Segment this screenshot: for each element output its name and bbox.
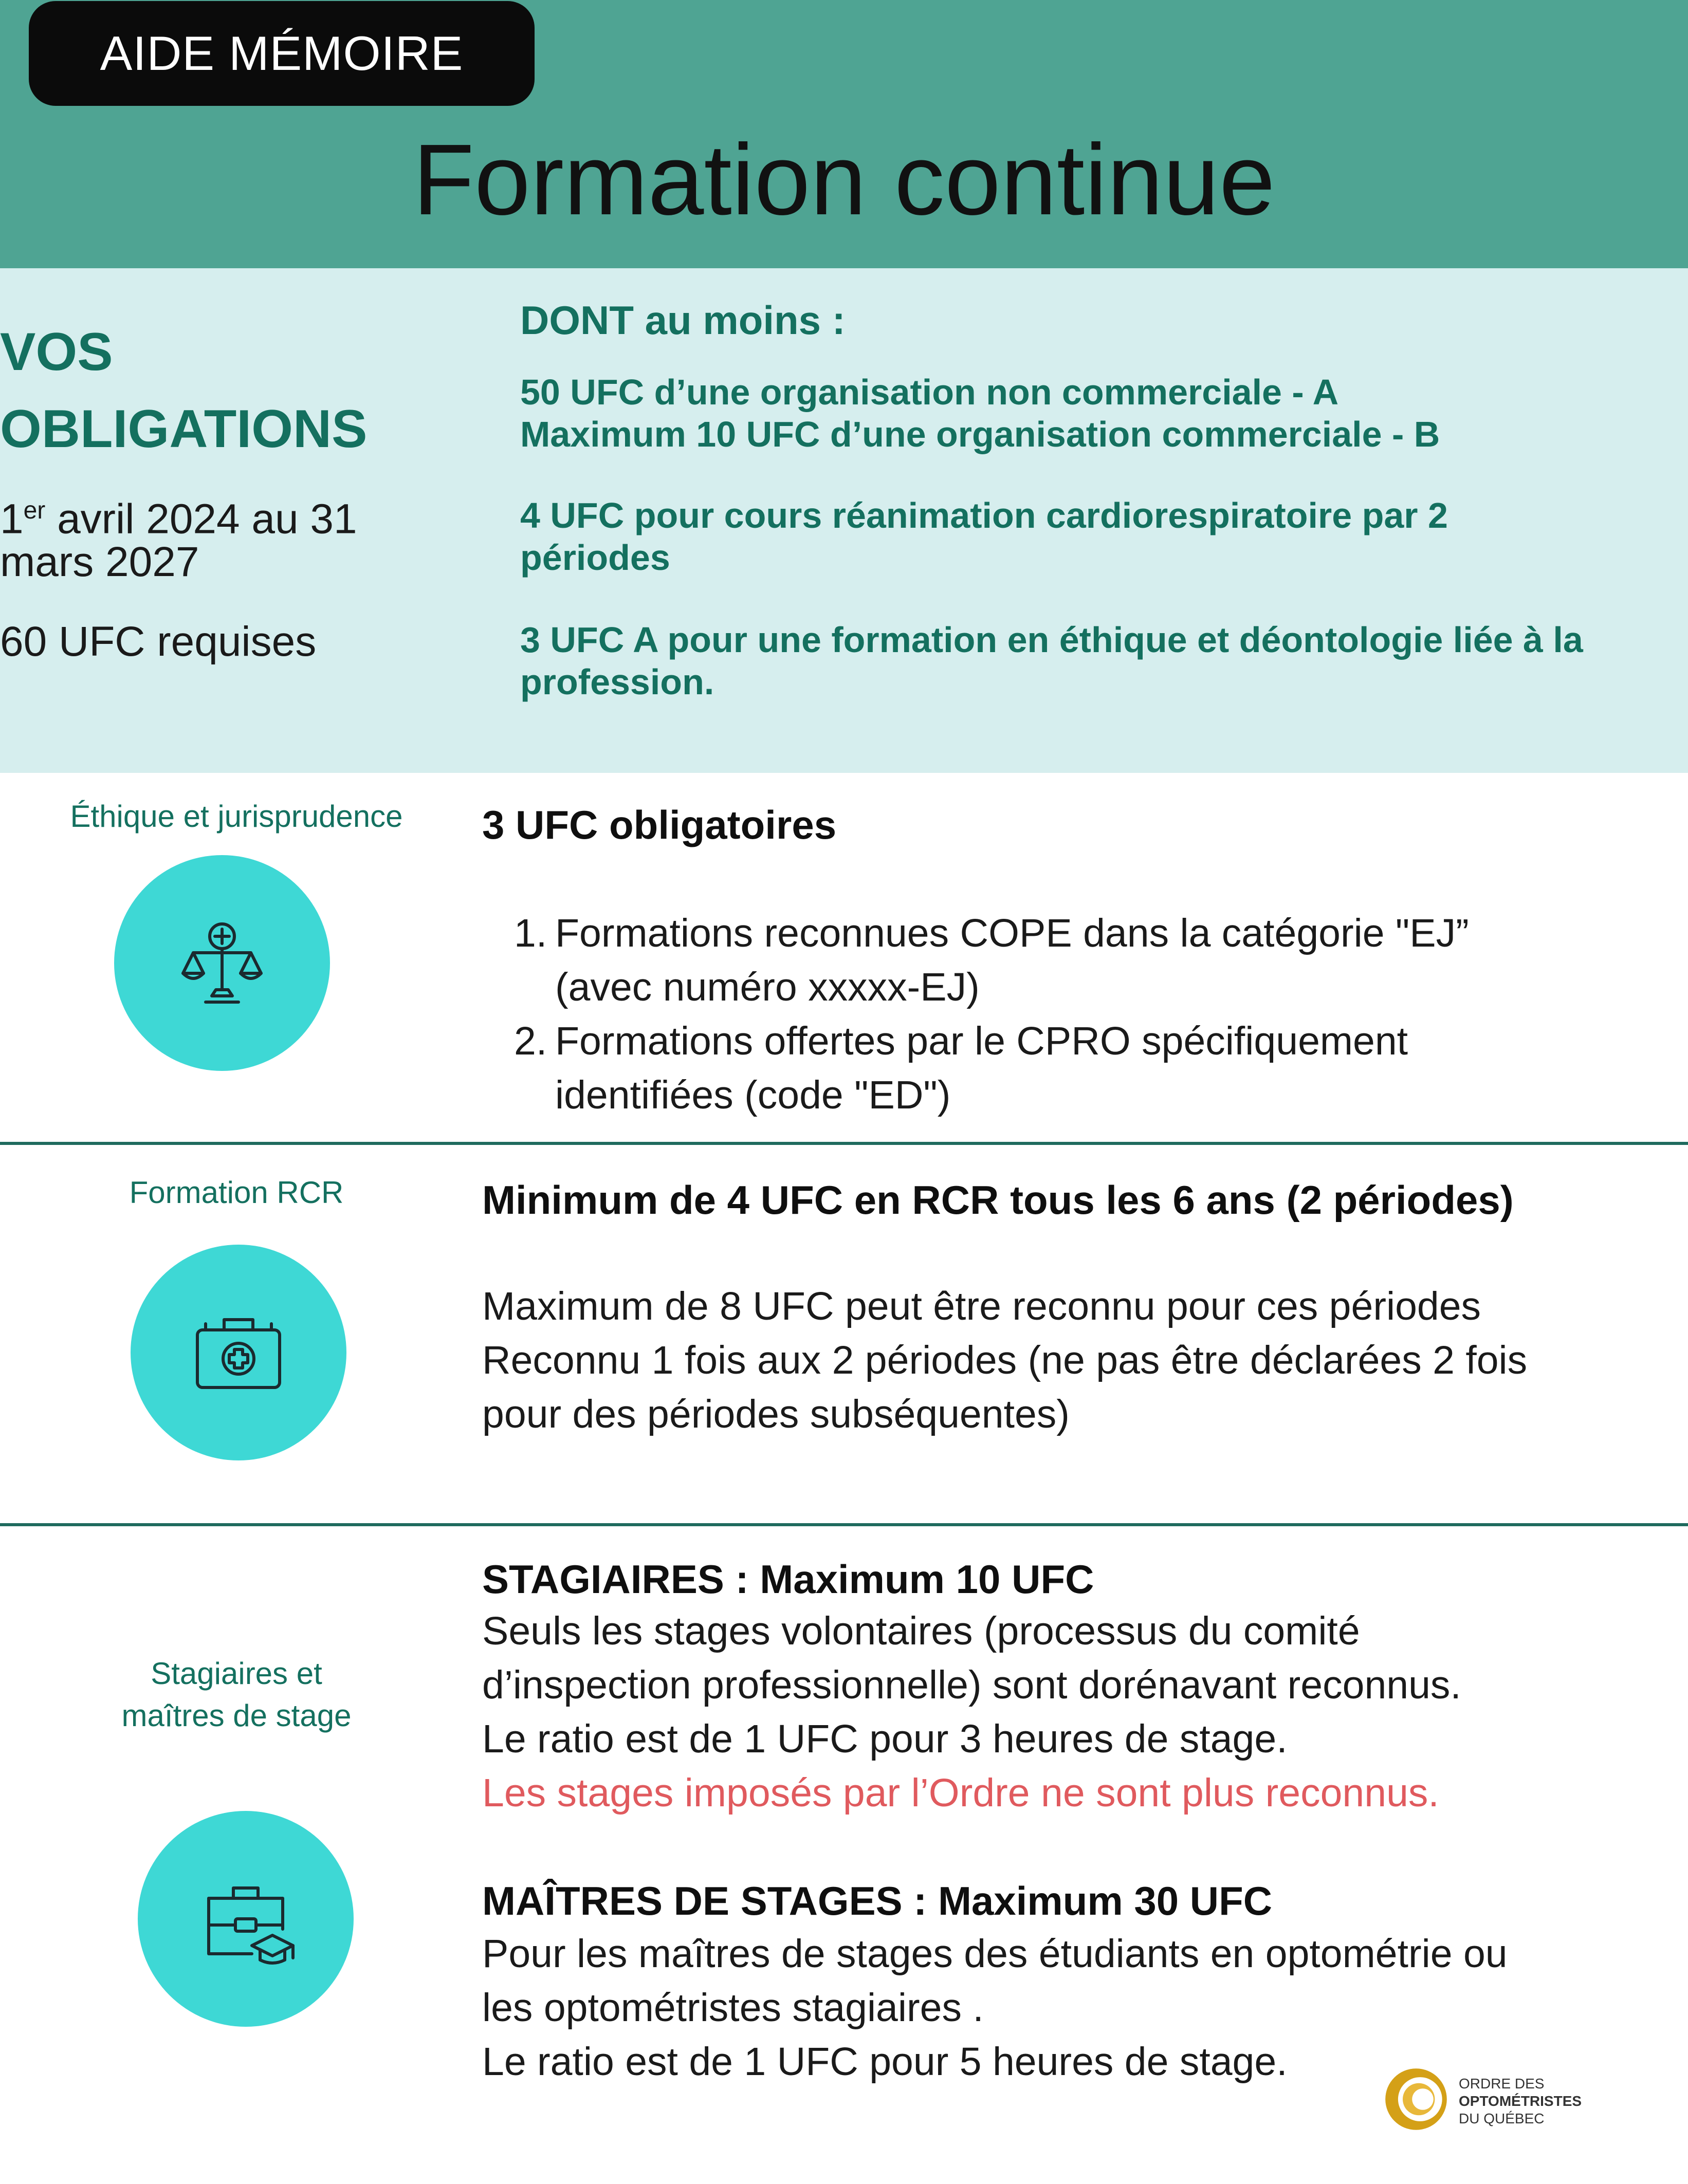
list-item-line2: (avec numéro xxxxx-EJ) [555,965,980,1009]
ethics-icon-circle [114,855,330,1071]
list-item-line2: identifiées (code "ED") [555,1073,951,1117]
list-number: 1. [514,911,547,955]
ethics-label: Éthique et jurisprudence [70,799,403,834]
rcr-body [482,1280,1664,1441]
rcr-line1: Maximum de 8 UFC peut être reconnu pour ces périodes [482,1284,1481,1328]
section-divider [0,1523,1688,1526]
ordre-optometristes-logo [1383,2061,1588,2138]
rcr-heading: Minimum de 4 UFC en RCR tous les 6 ans (2 périodes) [482,1177,1514,1223]
period-line1: avril 2024 au 31 [45,495,357,543]
logo-swirl-icon [1383,2066,1450,2133]
period-line2: mars 2027 [0,539,199,586]
stagiaires-line2: d’inspection professionnelle) sont dorénavant reconnus. [482,1663,1461,1707]
period-ordinal: er [23,497,46,524]
ethics-list [514,906,1665,1122]
list-number: 2. [514,1019,547,1063]
maitres-line2: les optométristes stagiaires . [482,1986,984,2030]
stagiaires-line3: Le ratio est de 1 UFC pour 3 heures de stage. [482,1717,1288,1761]
dont-item-2 [520,494,1672,579]
stagiaires-warning: Les stages imposés par l’Ordre ne sont plus reconnus. [482,1771,1439,1815]
section-divider [0,1142,1688,1145]
rcr-label: Formation RCR [129,1175,344,1210]
rcr-line3: pour des périodes subséquentes) [482,1392,1070,1436]
briefcase-graduation-cap-icon [194,1867,297,1970]
list-item-line1: Formations offertes par le CPRO spécifiquement [555,1019,1408,1063]
stagiaires-body [482,1604,1664,1820]
stages-label-line2: maîtres de stage [121,1698,352,1733]
dont-title: DONT au moins : [520,298,846,343]
ethics-heading: 3 UFC obligatoires [482,802,837,847]
obligations-period [0,489,463,584]
rcr-icon-circle [131,1245,346,1460]
obligations-panel [0,268,1688,773]
maitres-line1: Pour les maîtres de stages des étudiants en optométrie ou [482,1932,1508,1976]
period-day: 1 [0,495,24,543]
maitres-heading: MAÎTRES DE STAGES : Maximum 30 UFC [482,1878,1273,1923]
stagiaires-heading: STAGIAIRES : Maximum 10 UFC [482,1557,1094,1602]
dont-item-3-line1: 3 UFC A pour une formation en éthique et déontologie liée à la [520,620,1583,660]
stages-label [31,1653,442,1737]
dont-item-3-line2: profession. [520,662,714,702]
first-aid-kit-icon [187,1301,290,1404]
stages-label-line1: Stagiaires et [151,1656,322,1691]
dont-item-1 [520,371,1672,455]
maitres-line3: Le ratio est de 1 UFC pour 5 heures de stage. [482,2040,1288,2084]
dont-item-1-line1: 50 UFC d’une organisation non commerciale - A [520,372,1339,412]
stages-icon-circle [138,1811,354,2027]
obligations-heading-line1: VOS [0,322,113,382]
logo-text [1459,2075,1582,2127]
required-ufc: 60 UFC requises [0,618,317,665]
dont-item-2-line1: 4 UFC pour cours réanimation cardiorespiratoire par 2 [520,495,1448,535]
dont-item-3 [520,619,1672,703]
logo-line2: OPTOMÉTRISTES [1459,2093,1582,2109]
list-item [514,906,1665,1014]
obligations-heading-line2: OBLIGATIONS [0,399,368,459]
aide-memoire-badge: AIDE MÉMOIRE [29,1,535,106]
page-header [0,0,1688,268]
list-item [514,1014,1665,1122]
dont-item-2-line2: périodes [520,538,670,578]
rcr-line2: Reconnu 1 fois aux 2 périodes (ne pas être déclarées 2 fois [482,1338,1528,1382]
scales-justice-cross-icon [171,912,273,1014]
list-item-line1: Formations reconnues COPE dans la catégorie "EJ” [555,911,1469,955]
logo-line1: ORDRE DES [1459,2076,1545,2092]
obligations-heading [0,313,463,468]
page-title: Formation continue [413,123,1275,236]
stagiaires-line1: Seuls les stages volontaires (processus du comité [482,1609,1360,1653]
dont-item-1-line2: Maximum 10 UFC d’une organisation commerciale - B [520,414,1440,454]
logo-line3: DU QUÉBEC [1459,2111,1545,2126]
